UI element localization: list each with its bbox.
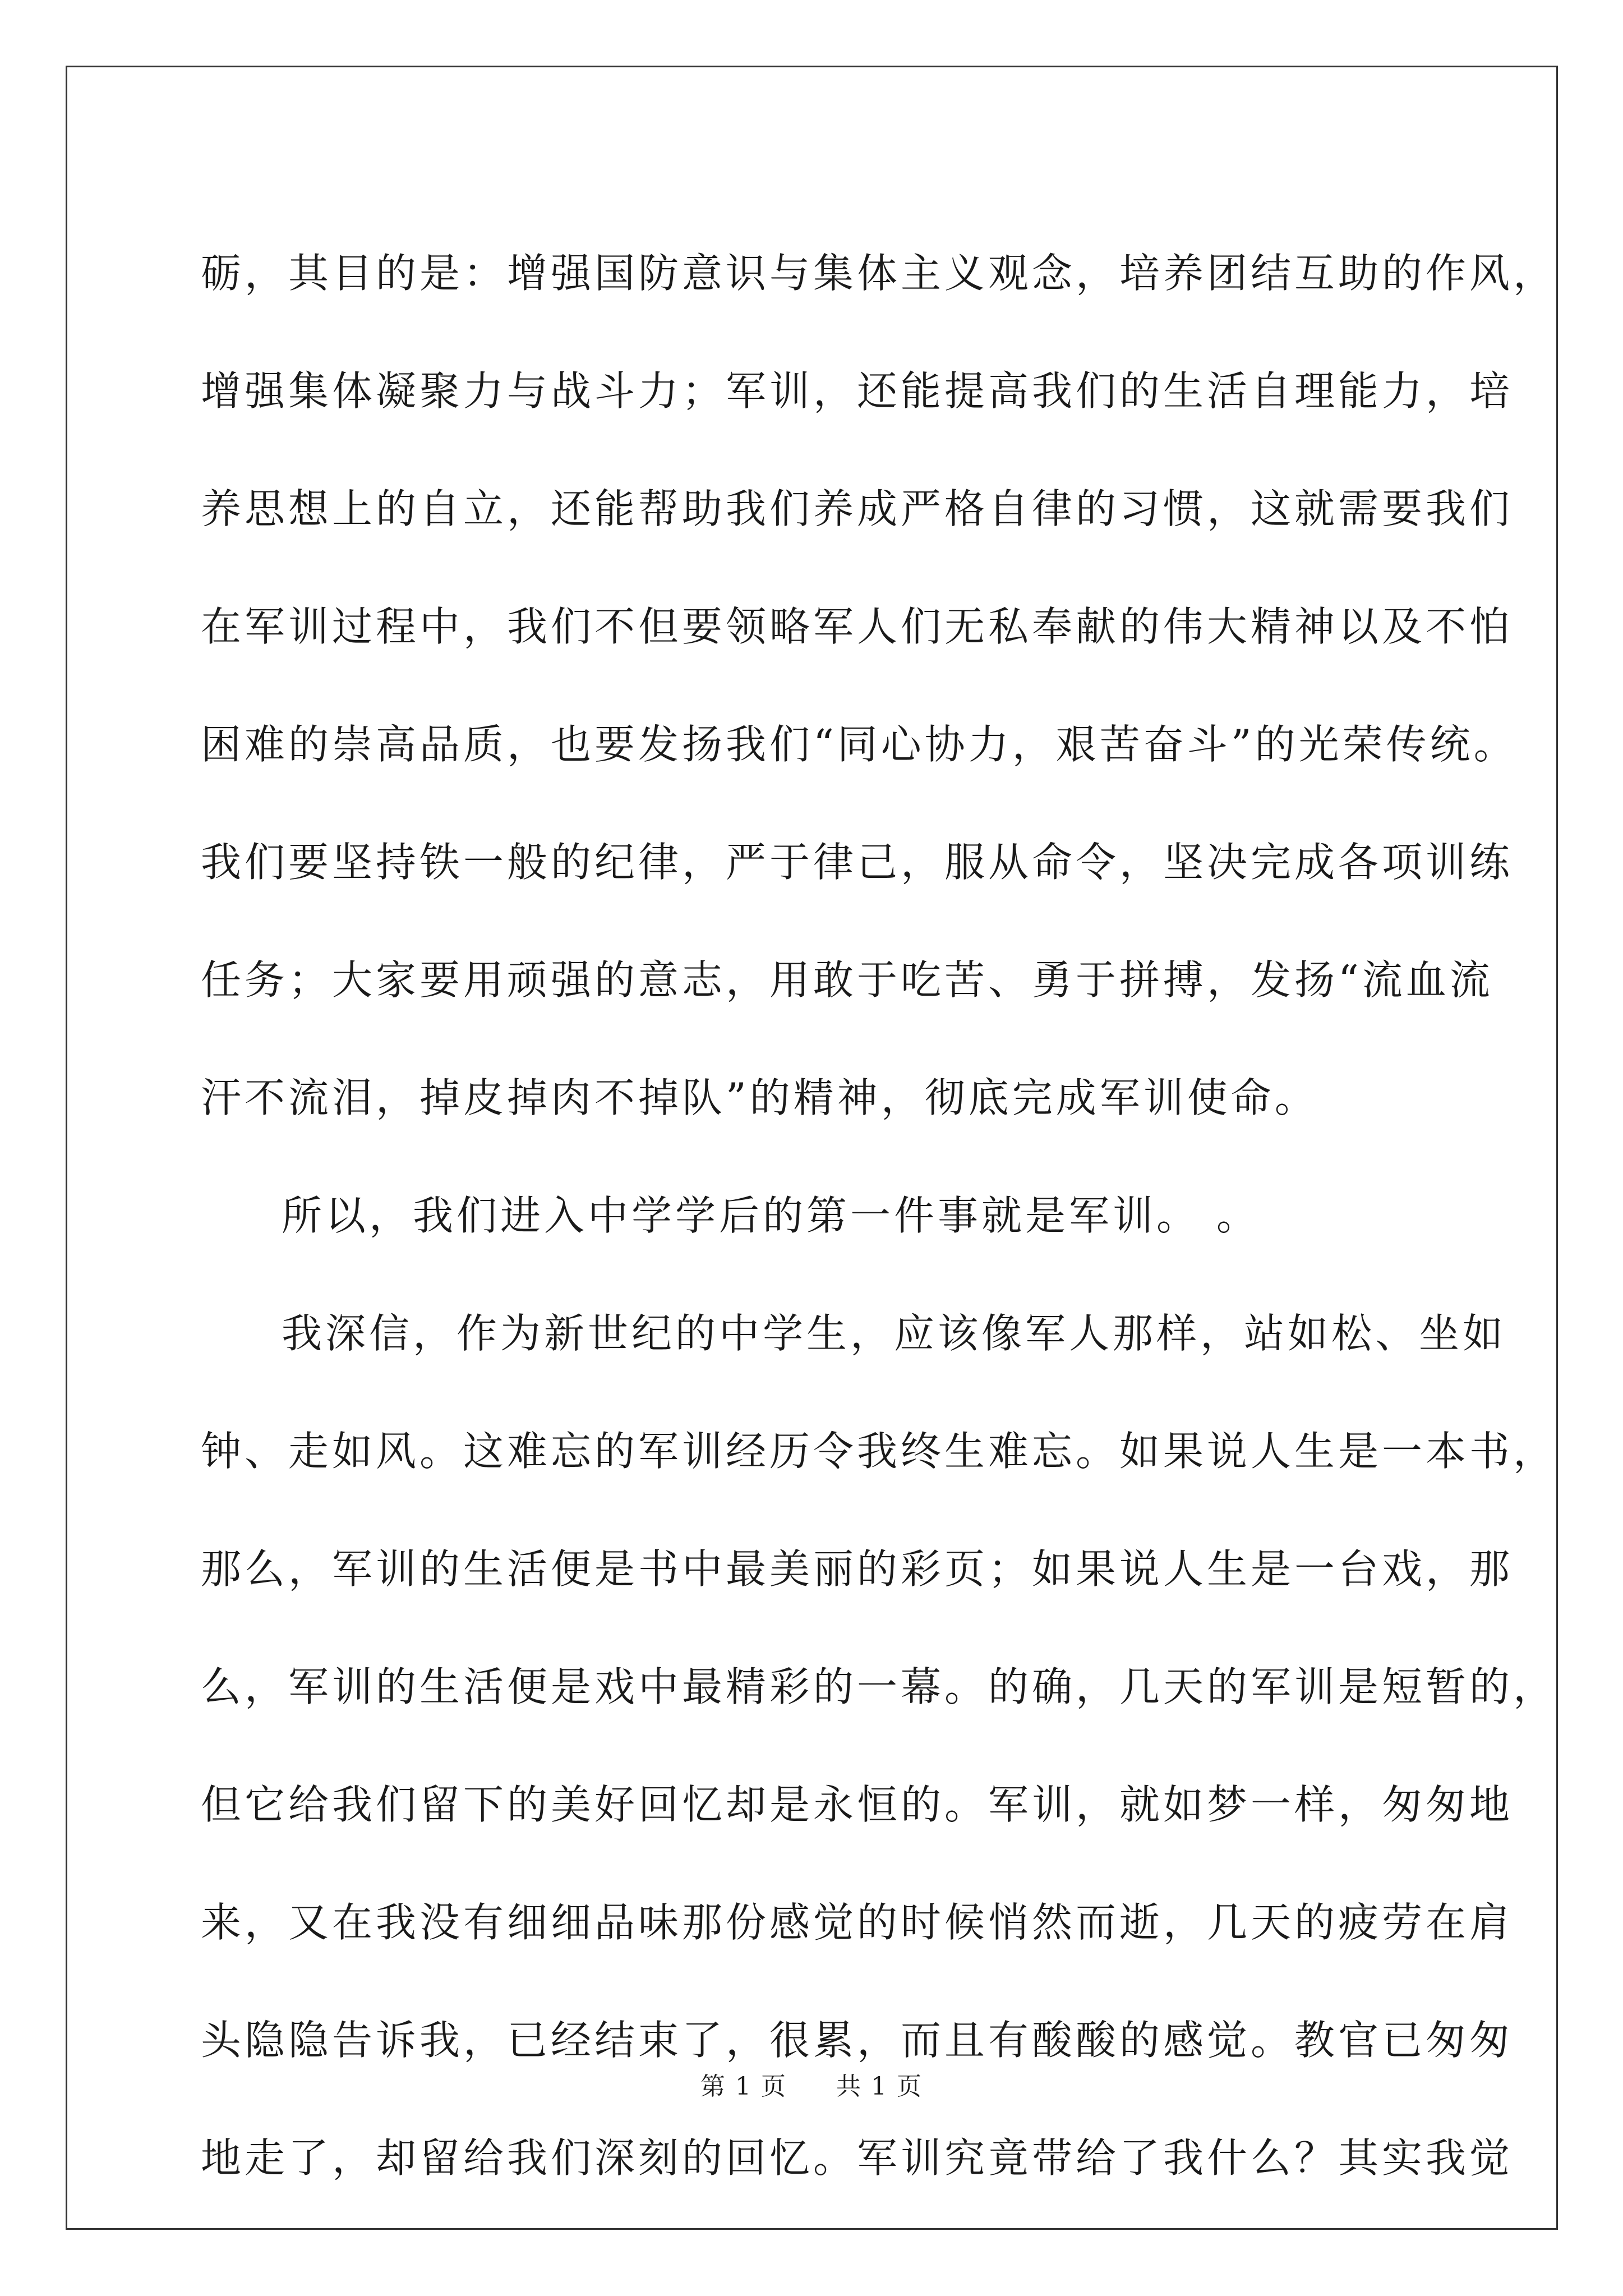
text-line: 汗不流泪，掉皮掉肉不掉队”的精神，彻底完成军训使命。	[201, 1074, 1318, 1121]
text-line: 那么，军训的生活便是书中最美丽的彩页；如果说人生是一台戏，那	[201, 1545, 1514, 1593]
text-line: 砺，其目的是：增强国防意识与集体主义观念，培养团结互助的作风，	[201, 250, 1557, 297]
page-number: 第 1 页	[700, 2072, 787, 2101]
text-line: 增强集体凝聚力与战斗力；军训，还能提高我们的生活自理能力，培	[201, 367, 1514, 415]
text-line: 么，军训的生活便是戏中最精彩的一幕。的确，几天的军训是短暂的，	[201, 1663, 1557, 1710]
text-line: 我们要坚持铁一般的纪律，严于律己，服从命令，坚决完成各项训练	[201, 839, 1514, 886]
paragraph-start-line: 所以，我们进入中学学后的第一件事就是军训。 。	[282, 1192, 1260, 1239]
text-line: 头隐隐告诉我，已经结束了，很累，而且有酸酸的感觉。教官已匆匆	[201, 2017, 1514, 2064]
text-line: 来，又在我没有细细品味那份感觉的时候悄然而逝，几天的疲劳在肩	[201, 1899, 1514, 1946]
text-line: 钟、走如风。这难忘的军训经历令我终生难忘。如果说人生是一本书，	[201, 1428, 1557, 1475]
text-line: 养思想上的自立，还能帮助我们养成严格自律的习惯，这就需要我们	[201, 485, 1514, 532]
text-line: 在军训过程中，我们不但要领略军人们无私奉献的伟大精神以及不怕	[201, 603, 1514, 650]
text-line: 但它给我们留下的美好回忆却是永恒的。军训，就如梦一样，匆匆地	[201, 1781, 1514, 1828]
text-line: 困难的崇高品质，也要发扬我们“同心协力，艰苦奋斗”的光荣传统。	[201, 721, 1518, 768]
text-line: 地走了，却留给我们深刻的回忆。军训究竟带给了我什么？其实我觉	[201, 2134, 1514, 2182]
text-line: 任务；大家要用顽强的意志，用敢于吃苦、勇于拼搏，发扬“流血流	[201, 956, 1493, 1004]
page-footer	[0, 2070, 1623, 2104]
page-total: 共 1 页	[836, 2072, 923, 2101]
paragraph-start-line: 我深信，作为新世纪的中学生，应该像军人那样，站如松、坐如	[282, 1310, 1507, 1357]
document-body	[201, 214, 1557, 2217]
